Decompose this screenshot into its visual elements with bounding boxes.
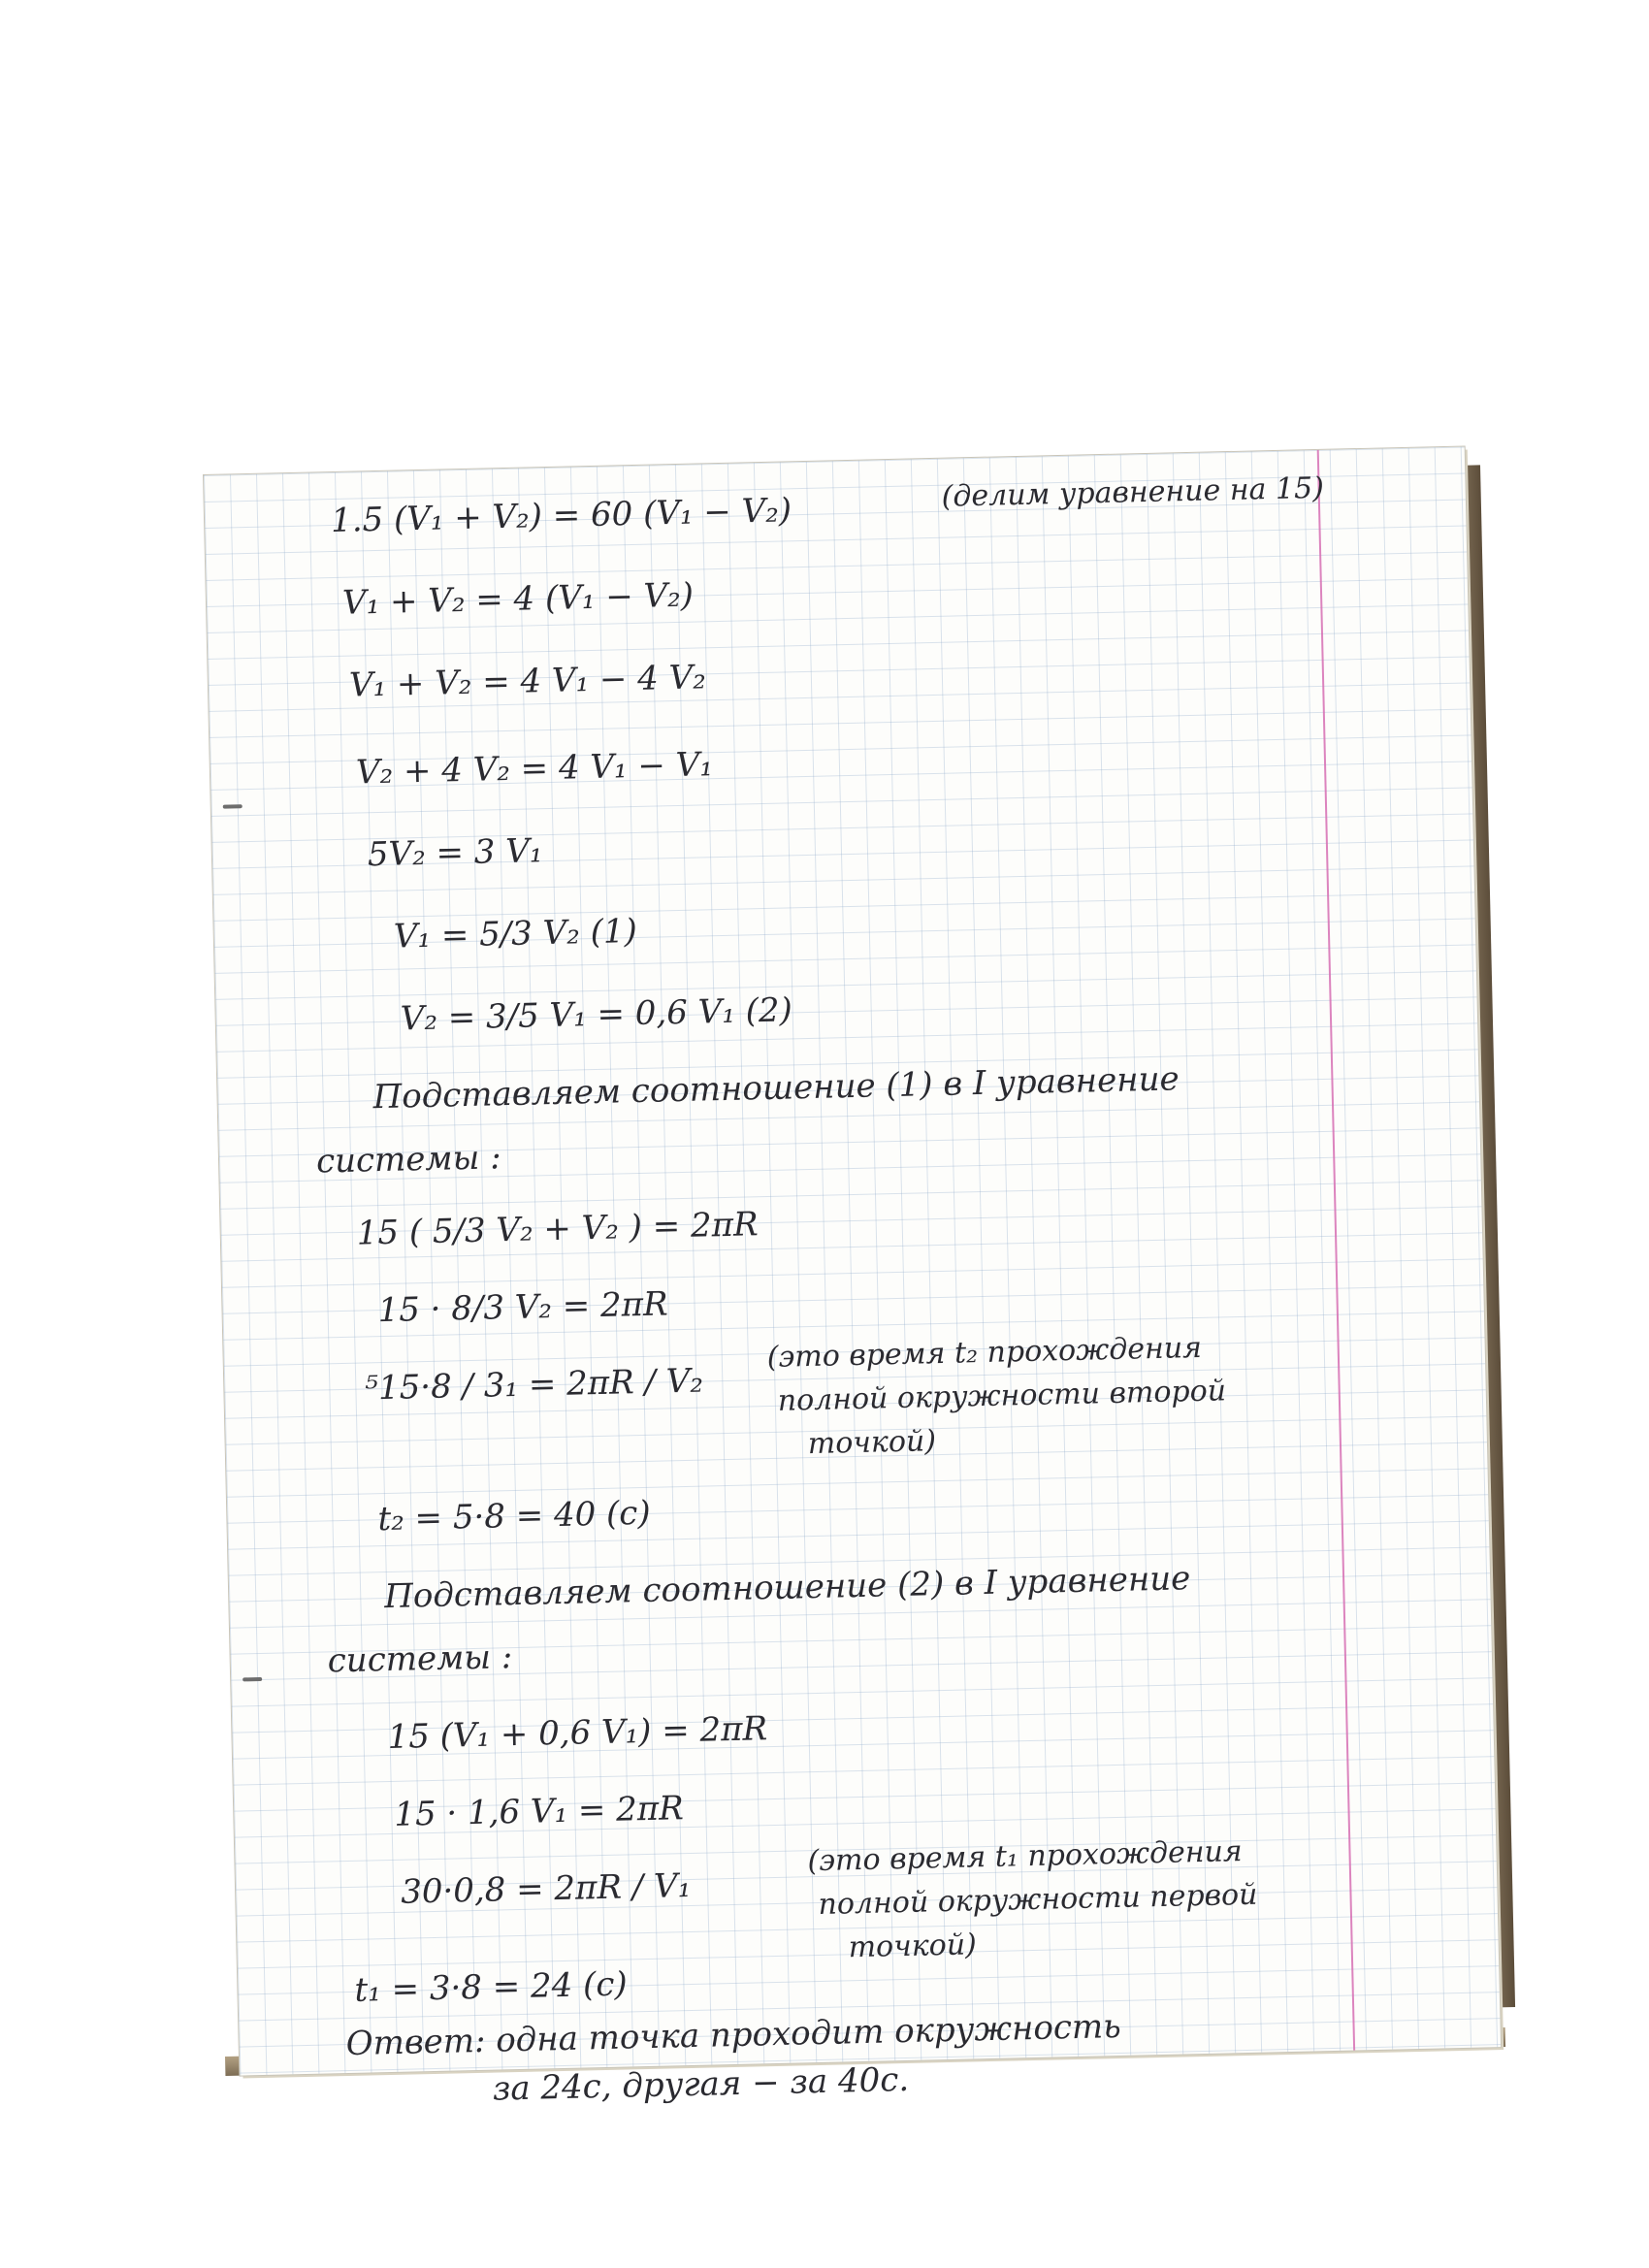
- answer-line: Ответ: одна точка проходит окружность: [345, 2006, 1122, 2064]
- equation-line: 15 · 8/3 V₂ = 2πR: [377, 1284, 669, 1331]
- equation-line: V₁ + V₂ = 4 V₁ − 4 V₂: [348, 658, 707, 705]
- text-line: системы :: [315, 1138, 501, 1182]
- equation-line: V₁ = 5/3 V₂ (1): [393, 911, 638, 956]
- equation-line: t₁ = 3·8 = 24 (c): [354, 1964, 629, 2010]
- text-line: Подставляем соотношение (1) в I уравнение: [372, 1059, 1180, 1118]
- equation-line: V₂ = 3/5 V₁ = 0,6 V₁ (2): [400, 990, 793, 1039]
- margin-line: [1317, 450, 1355, 2051]
- note-line: точкой): [848, 1928, 978, 1965]
- answer-line: за 24с, другая − за 40с.: [492, 2059, 910, 2109]
- equation-line: V₂ + 4 V₂ = 4 V₁ − V₁: [355, 745, 714, 793]
- note-line: полной окружности второй: [777, 1374, 1227, 1418]
- notebook-page: [204, 447, 1501, 2109]
- note-line: (это время t₁ прохождения: [807, 1834, 1244, 1879]
- staple: [242, 1677, 262, 1681]
- equation-line: 15 ( 5/3 V₂ + V₂ ) = 2πR: [356, 1205, 760, 1253]
- equation-line: ⁵15·8 / 3₁ = 2πR / V₂: [364, 1361, 704, 1409]
- equation-line: 5V₂ = 3 V₁: [367, 831, 543, 875]
- text-line: системы :: [327, 1637, 513, 1681]
- equation-line: 15 (V₁ + 0,6 V₁) = 2πR: [387, 1709, 768, 1758]
- equation-line: 1.5 (V₁ + V₂) = 60 (V₁ − V₂): [330, 491, 792, 541]
- note-line: (делим уравнение на 15): [941, 470, 1325, 514]
- equation-line: V₁ + V₂ = 4 (V₁ − V₂): [341, 575, 695, 623]
- staple: [223, 804, 242, 808]
- note-line: полной окружности первой: [818, 1877, 1258, 1923]
- equation-line: 30·0,8 = 2πR / V₁: [400, 1865, 692, 1912]
- note-line: (это время t₂ прохождения: [766, 1330, 1203, 1376]
- note-line: точкой): [807, 1424, 937, 1462]
- equation-line: 15 · 1,6 V₁ = 2πR: [393, 1789, 685, 1834]
- text-line: Подставляем соотношение (2) в I уравнение: [383, 1559, 1191, 1617]
- equation-line: t₂ = 5·8 = 40 (c): [377, 1493, 652, 1539]
